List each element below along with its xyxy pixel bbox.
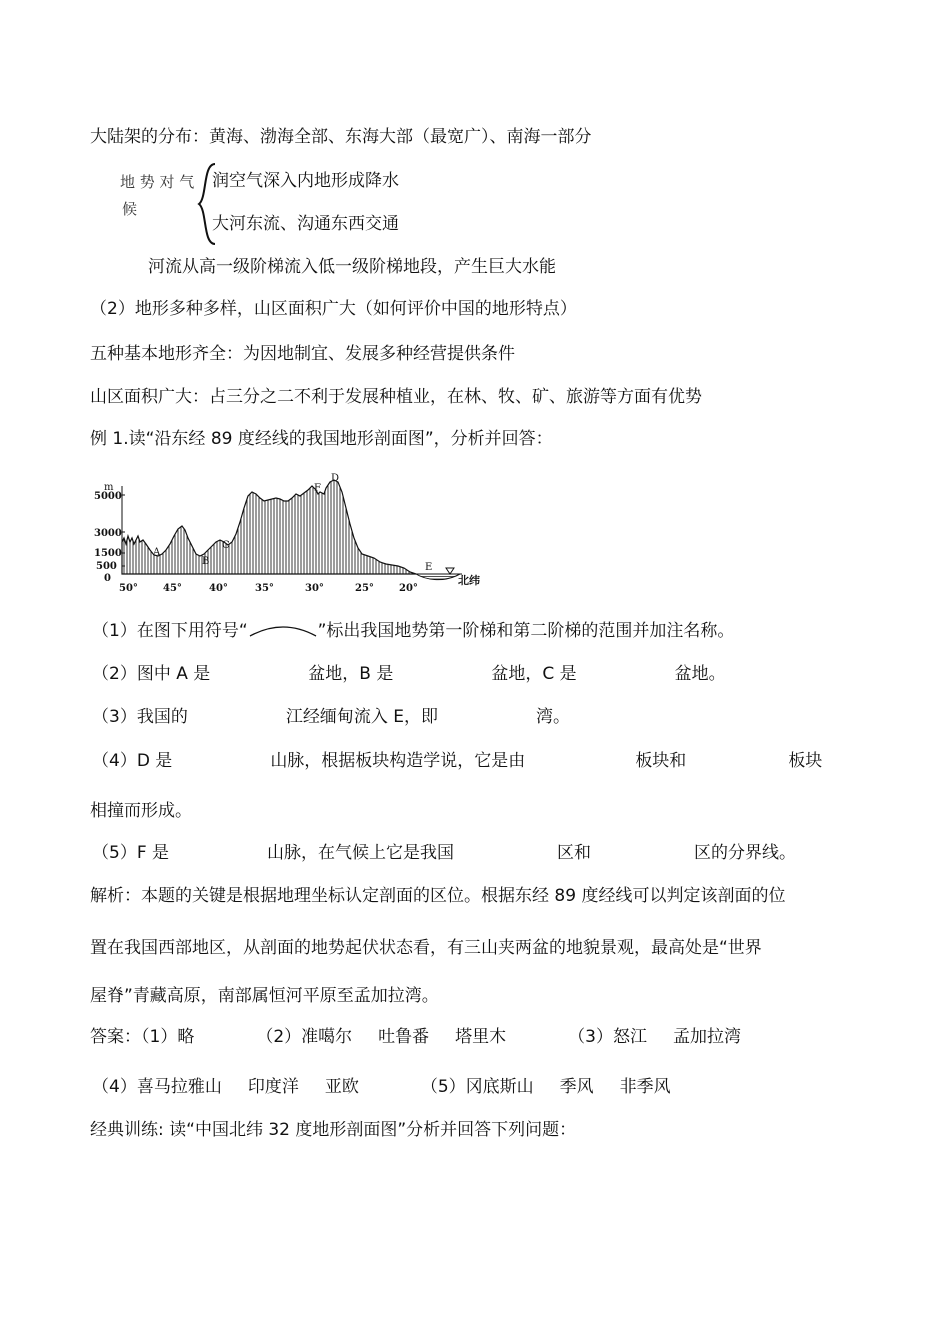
y-tick-5000: 5000 [94,491,122,502]
answer-5a: （5）冈底斯山 [420,1077,534,1097]
question-1 [92,620,734,642]
q1-part-a: （1）在图下用符号“ [92,621,248,641]
q1-part-b: ”标出我国地势第一阶梯和第二阶梯的范围并加注名称。 [317,621,735,641]
answer-2a: （2）准噶尔 [256,1027,353,1047]
question-3 [92,706,570,728]
answers-row-1 [90,1026,741,1048]
answer-3b: 孟加拉湾 [672,1027,741,1047]
fig-unit: m [104,482,114,493]
answer-3a: （3）怒江 [568,1027,647,1047]
bullet-rivers-east: 大河东流、沟通东西交通 [212,214,399,234]
answer-5c: 非季风 [619,1077,671,1097]
question-5 [92,842,796,864]
example-1-prompt: 例 1.读“沿东经 89 度经线的我国地形剖面图”，分析并回答： [90,429,553,449]
q2-part-b: 盆地，B 是 [308,664,394,684]
q5-part-d: 区的分界线。 [694,843,796,863]
answers-label: 答案： [90,1027,141,1047]
question-4 [92,750,822,772]
x-axis-suffix: 北纬 [458,574,480,587]
analysis-line-2: 置在我国西部地区，从剖面的地势起伏状态看，有三山夹两盆的地貌景观，最高处是“世界 [90,938,762,958]
q5-part-b: 山脉，在气候上它是我国 [267,843,454,863]
q4-part-d: 板块 [788,751,823,771]
q4-part-c: 板块和 [635,751,687,771]
answer-4a: （4）喜马拉雅山 [92,1077,222,1097]
q5-part-a: （5）F 是 [92,843,169,863]
analysis-line-3: 屋脊”青藏高原，南部属恒河平原至孟加拉湾。 [90,986,439,1006]
mountain-area-line: 山区面积广大：占三分之二不利于发展种植业，在林、牧、矿、旅游等方面有优势 [90,387,702,407]
bullet-moist-air: 润空气深入内地形成降水 [212,171,399,191]
x-tick-35: 35° [255,583,274,594]
x-tick-20: 20° [399,583,418,594]
y-tick-500: 500 [96,561,117,572]
q2-part-d: 盆地。 [674,664,726,684]
x-tick-40: 40° [209,583,228,594]
question-4-cont: 相撞而形成。 [90,801,192,821]
q3-part-c: 湾。 [535,707,570,727]
profile-label-b: B [202,556,210,567]
x-tick-50: 50° [119,583,138,594]
side-label-a: 地 势 对 气 [120,173,195,191]
q4-part-a: （4）D 是 [92,751,173,771]
answers-row-2 [92,1076,671,1098]
continental-shelf-line: 大陆架的分布：黄海、渤海全部、东海大部（最宽广）、南海一部分 [90,127,592,147]
answer-1: （1）略 [141,1027,195,1047]
arc-symbol-icon [248,622,318,640]
q3-part-a: （3）我国的 [92,707,188,727]
q3-part-b: 江经缅甸流入 E，即 [285,707,438,727]
profile-label-d: D [331,473,340,484]
profile-label-c: C [222,540,230,551]
answer-4b: 印度洋 [247,1077,299,1097]
q4-part-b: 山脉，根据板块构造学说，它是由 [270,751,526,771]
answer-4c: 亚欧 [324,1077,359,1097]
profile-label-f: F [314,483,321,494]
question-2 [92,663,726,685]
y-tick-3000: 3000 [94,528,122,539]
q2-part-a: （2）图中 A 是 [92,664,211,684]
hydropower-line: 河流从高一级阶梯流入低一级阶梯地段，产生巨大水能 [148,257,556,277]
answer-2b: 吐鲁番 [378,1027,430,1047]
x-tick-25: 25° [355,583,374,594]
answer-5b: 季风 [559,1077,594,1097]
y-tick-0: 0 [104,573,111,584]
terrain-profile-figure [90,468,510,594]
answer-2c: 塔里木 [455,1027,507,1047]
terrain-diversity-heading: （2）地形多种多样，山区面积广大（如何评价中国的地形特点） [90,299,577,319]
analysis-line-1: 解析：本题的关键是根据地理坐标认定剖面的区位。根据东经 89 度经线可以判定该剖面的位 [90,886,786,906]
x-tick-30: 30° [305,583,324,594]
profile-label-a: A [153,547,161,558]
x-tick-45: 45° [163,583,182,594]
classic-training-prompt: 经典训练: 读“中国北纬 32 度地形剖面图”分析并回答下列问题： [90,1120,577,1140]
five-landforms-line: 五种基本地形齐全：为因地制宜、发展多种经营提供条件 [90,344,515,364]
q5-part-c: 区和 [557,843,591,863]
q2-part-c: 盆地，C 是 [491,664,577,684]
side-label-b: 候 [122,200,138,218]
profile-label-e: E [425,562,433,573]
y-tick-1500: 1500 [94,548,122,559]
